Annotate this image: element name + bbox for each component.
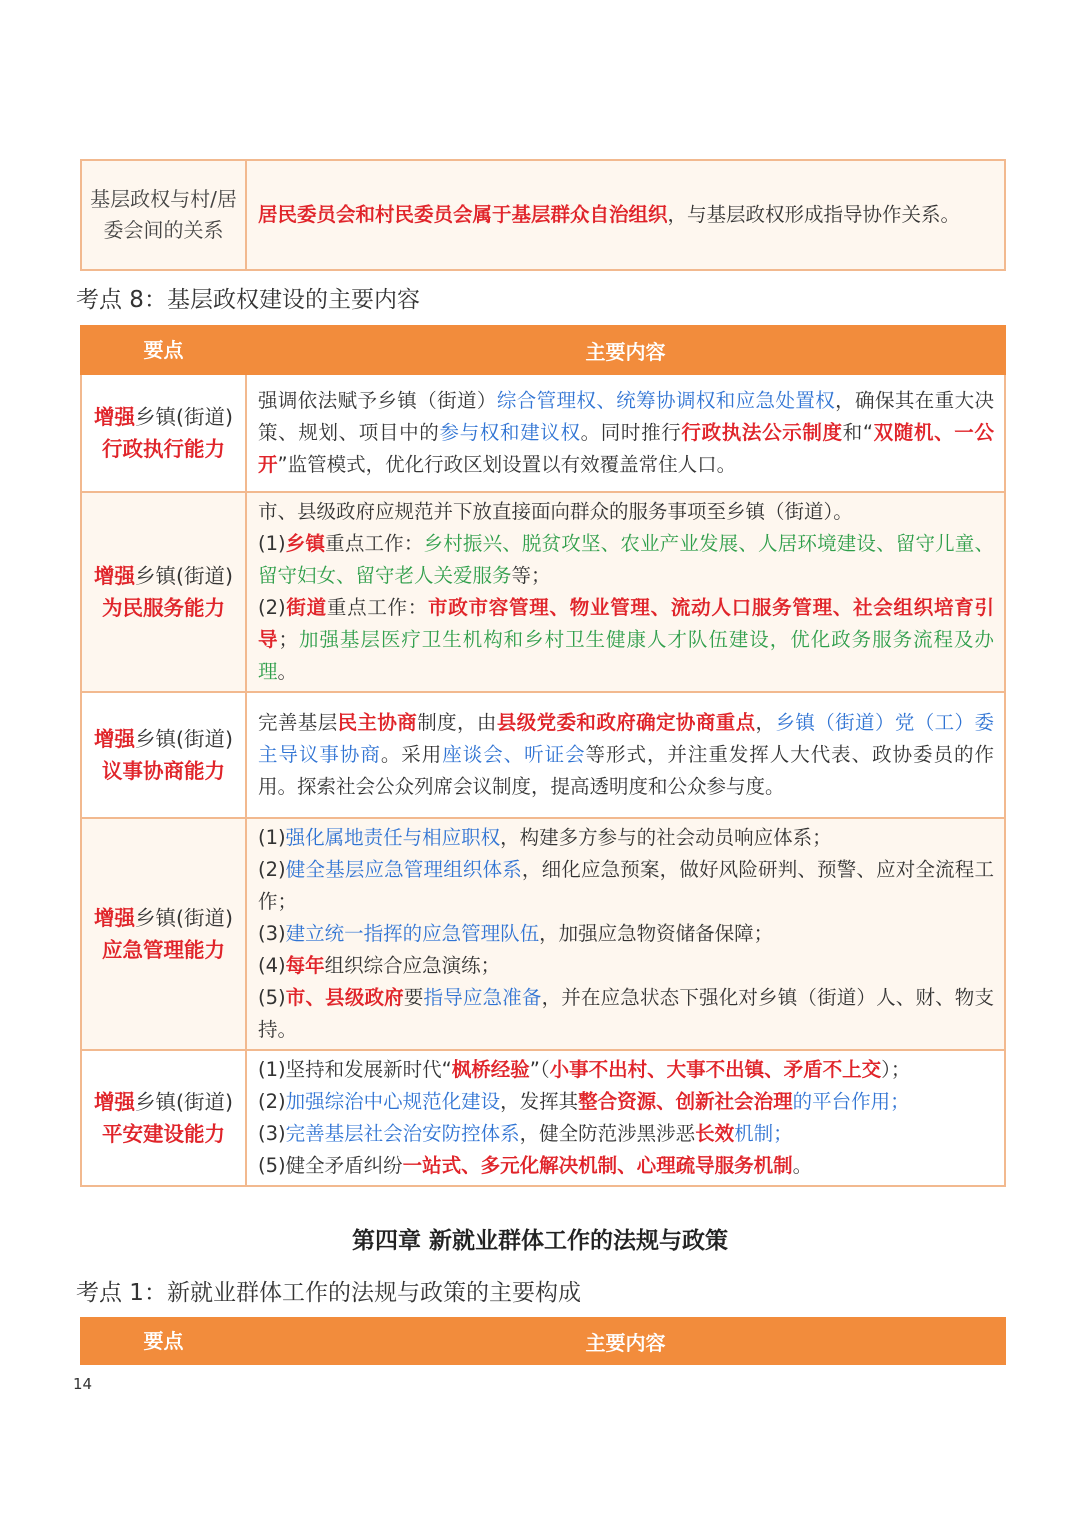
row-key <box>81 374 246 492</box>
text-segment: ，与基层政权形成指导协作关系。 <box>667 203 961 226</box>
page-number: 14 <box>73 1375 93 1393</box>
text-segment: 。 <box>277 660 298 683</box>
text-segment: 乡镇(街道) <box>135 405 233 429</box>
text-segment: 县级党委和政府确定协商重点 <box>496 711 756 734</box>
text-segment: 制度，由 <box>417 711 497 734</box>
text-segment: (4) <box>258 954 286 977</box>
text-segment: (2) <box>258 858 286 881</box>
text-segment: 重点工作： <box>325 532 424 555</box>
text-segment: 市政市容管理、物业管理、流动人口服务管理、社会组织培育引导 <box>258 596 994 651</box>
content-line <box>258 592 994 688</box>
text-segment: 行政执法公示制度 <box>681 421 843 444</box>
text-segment: 为民服务能力 <box>102 596 225 620</box>
text-segment: (1)坚持和发展新时代“ <box>258 1058 452 1081</box>
text-segment: ，确保其在重大决策、规划、项目中的 <box>258 389 994 444</box>
text-segment: 整合资源、创新社会治理 <box>578 1090 793 1113</box>
text-segment: 强调依法赋予乡镇（街道） <box>258 389 497 412</box>
text-segment: 增强 <box>94 405 135 429</box>
row-content <box>246 1050 1005 1186</box>
text-segment: ”监管模式，优化行政区划设置以有效覆盖常住人口。 <box>277 453 737 476</box>
content-line <box>258 854 994 918</box>
text-segment: 乡镇(街道) <box>135 1090 233 1114</box>
text-segment: 参与权和建议权 <box>439 421 581 444</box>
text-segment: 增强 <box>94 906 135 930</box>
text-segment: (3) <box>258 922 286 945</box>
text-segment: 市、县级政府 <box>285 986 404 1009</box>
relation-table <box>80 159 1006 271</box>
row-key: 基层政权与村/居委会间的关系 <box>81 160 246 270</box>
text-segment: 要 <box>403 986 424 1009</box>
text-segment: 增强 <box>94 727 135 751</box>
text-segment: 完善基层社会治安防控体系 <box>285 1122 520 1145</box>
text-segment: (5)健全矛盾纠纷 <box>258 1154 403 1177</box>
table-header-row <box>81 326 1005 374</box>
content-line <box>258 528 994 592</box>
text-segment: 的平台作用； <box>792 1090 910 1113</box>
table-row <box>81 692 1005 818</box>
text-segment: 小事不出村、大事不出镇、矛盾不上交 <box>549 1058 882 1081</box>
row-content <box>246 160 1005 270</box>
content-line <box>258 1118 994 1150</box>
text-segment: ， <box>755 711 776 734</box>
content-line <box>258 1150 994 1182</box>
row-key <box>81 818 246 1050</box>
section-heading-1: 考点 1：新就业群体工作的法规与政策的主要构成 <box>76 1280 581 1306</box>
content-line <box>258 950 994 982</box>
table-row <box>81 492 1005 692</box>
row-content <box>246 492 1005 692</box>
text-segment: (5) <box>258 986 286 1009</box>
header-key: 要点 <box>81 1318 246 1364</box>
text-segment: ，健全防范涉黑涉恶 <box>519 1122 696 1145</box>
text-segment: 居民委员会和村民委员会属于基层群众自治组织 <box>258 203 668 226</box>
row-key <box>81 492 246 692</box>
text-segment: 建立统一指挥的应急管理队伍 <box>285 922 540 945</box>
chapter-title: 第四章 新就业群体工作的法规与政策 <box>351 1228 728 1254</box>
row-content <box>246 692 1005 818</box>
table-header-row <box>81 1318 1005 1364</box>
text-segment: 乡村振兴、脱贫攻坚、农业产业发展、人居环境建设、留守儿童、留守妇女、留守老人关爱服务 <box>258 532 994 587</box>
text-segment: 街道 <box>285 596 327 619</box>
content-line <box>258 822 994 854</box>
row-content <box>246 818 1005 1050</box>
text-segment: ，发挥其 <box>500 1090 579 1113</box>
text-segment: 平安建设能力 <box>102 1122 225 1146</box>
text-segment: 指导应急准备 <box>423 986 542 1009</box>
text-segment: 。 <box>792 1154 813 1177</box>
text-segment: 座谈会、听证会 <box>442 743 586 766</box>
text-segment: ，加强应急物资储备保障； <box>539 922 774 945</box>
text-segment: 健全基层应急管理组织体系 <box>285 858 522 881</box>
text-segment: 枫桥经验 <box>451 1058 530 1081</box>
text-segment: ，细化应急预案，做好风险研判、预警、应对全流程工作； <box>258 858 994 913</box>
text-segment: 市、县级政府应规范并下放直接面向群众的服务事项至乡镇（街道）。 <box>258 500 853 523</box>
row-key <box>81 1050 246 1186</box>
text-segment: ，构建多方参与的社会动员响应体系； <box>500 826 832 849</box>
row-key <box>81 692 246 818</box>
content-line <box>258 982 994 1046</box>
text-segment: 乡镇(街道) <box>135 564 233 588</box>
content-line <box>258 918 994 950</box>
text-segment: 机制； <box>734 1122 793 1145</box>
table-row <box>81 1050 1005 1186</box>
text-segment: 民主协商 <box>337 711 418 734</box>
row-content <box>246 374 1005 492</box>
text-segment: 乡镇 <box>285 532 326 555</box>
text-segment: 应急管理能力 <box>102 938 225 962</box>
text-segment: 和“ <box>842 421 873 444</box>
header-key: 要点 <box>81 326 246 374</box>
content-line <box>258 1054 994 1086</box>
text-segment: 行政执行能力 <box>102 437 225 461</box>
text-segment: 加强基层医疗卫生机构和乡村卫生健康人才队伍建设，优化政务服务流程及办理 <box>258 628 994 683</box>
text-segment: 加强综治中心规范化建设 <box>285 1090 501 1113</box>
table-row <box>81 818 1005 1050</box>
text-segment: 强化属地责任与相应职权 <box>285 826 501 849</box>
text-segment: 增强 <box>94 1090 135 1114</box>
text-segment: 重点工作： <box>326 596 429 619</box>
text-segment: 。同时推行 <box>580 421 682 444</box>
text-segment: (1) <box>258 532 286 555</box>
table-row <box>81 160 1005 270</box>
text-segment: 组织综合应急演练； <box>324 954 501 977</box>
text-segment: 一站式、多元化解决机制、心理疏导服务机制 <box>402 1154 793 1177</box>
text-segment: 等； <box>511 564 551 587</box>
text-segment: 乡镇(街道) <box>135 906 233 930</box>
text-segment: 双随机、一公开 <box>258 421 994 476</box>
content-line <box>258 496 994 528</box>
text-segment: (3) <box>258 1122 286 1145</box>
text-segment: 增强 <box>94 564 135 588</box>
text-segment: 议事协商能力 <box>102 759 225 783</box>
text-segment: ，并在应急状态下强化对乡镇（街道）人、财、物支持。 <box>258 986 994 1041</box>
text-segment: 乡镇（街道）党（工）委主导议事协商 <box>258 711 994 766</box>
text-segment: (1) <box>258 826 286 849</box>
content-line <box>258 707 994 803</box>
table-row <box>81 374 1005 492</box>
text-segment: 乡镇(街道) <box>135 727 233 751</box>
header-content: 主要内容 <box>246 1318 1005 1364</box>
text-segment: ”（ <box>529 1058 550 1081</box>
content-line <box>258 1086 994 1118</box>
text-segment: 每年 <box>285 954 325 977</box>
text-segment: (2) <box>258 596 286 619</box>
header-content: 主要内容 <box>246 326 1005 374</box>
text-segment: 等形式，并注重发挥人大代表、政协委员的作用。探索社会公众列席会议制度，提高透明度和公众参与度。 <box>258 743 994 798</box>
text-segment: ）； <box>881 1058 911 1081</box>
text-segment: (2) <box>258 1090 286 1113</box>
text-segment: 综合管理权、统筹协调权和应急处置权 <box>496 389 836 412</box>
section-heading-8: 考点 8：基层政权建设的主要内容 <box>76 287 420 313</box>
policy-table <box>80 1317 1006 1365</box>
text-segment: ； <box>278 628 298 651</box>
text-segment: 。采用 <box>380 743 443 766</box>
text-segment: 完善基层 <box>258 711 338 734</box>
construction-content-table <box>80 325 1006 1187</box>
text-segment: 长效 <box>695 1122 735 1145</box>
content-line <box>258 385 994 481</box>
